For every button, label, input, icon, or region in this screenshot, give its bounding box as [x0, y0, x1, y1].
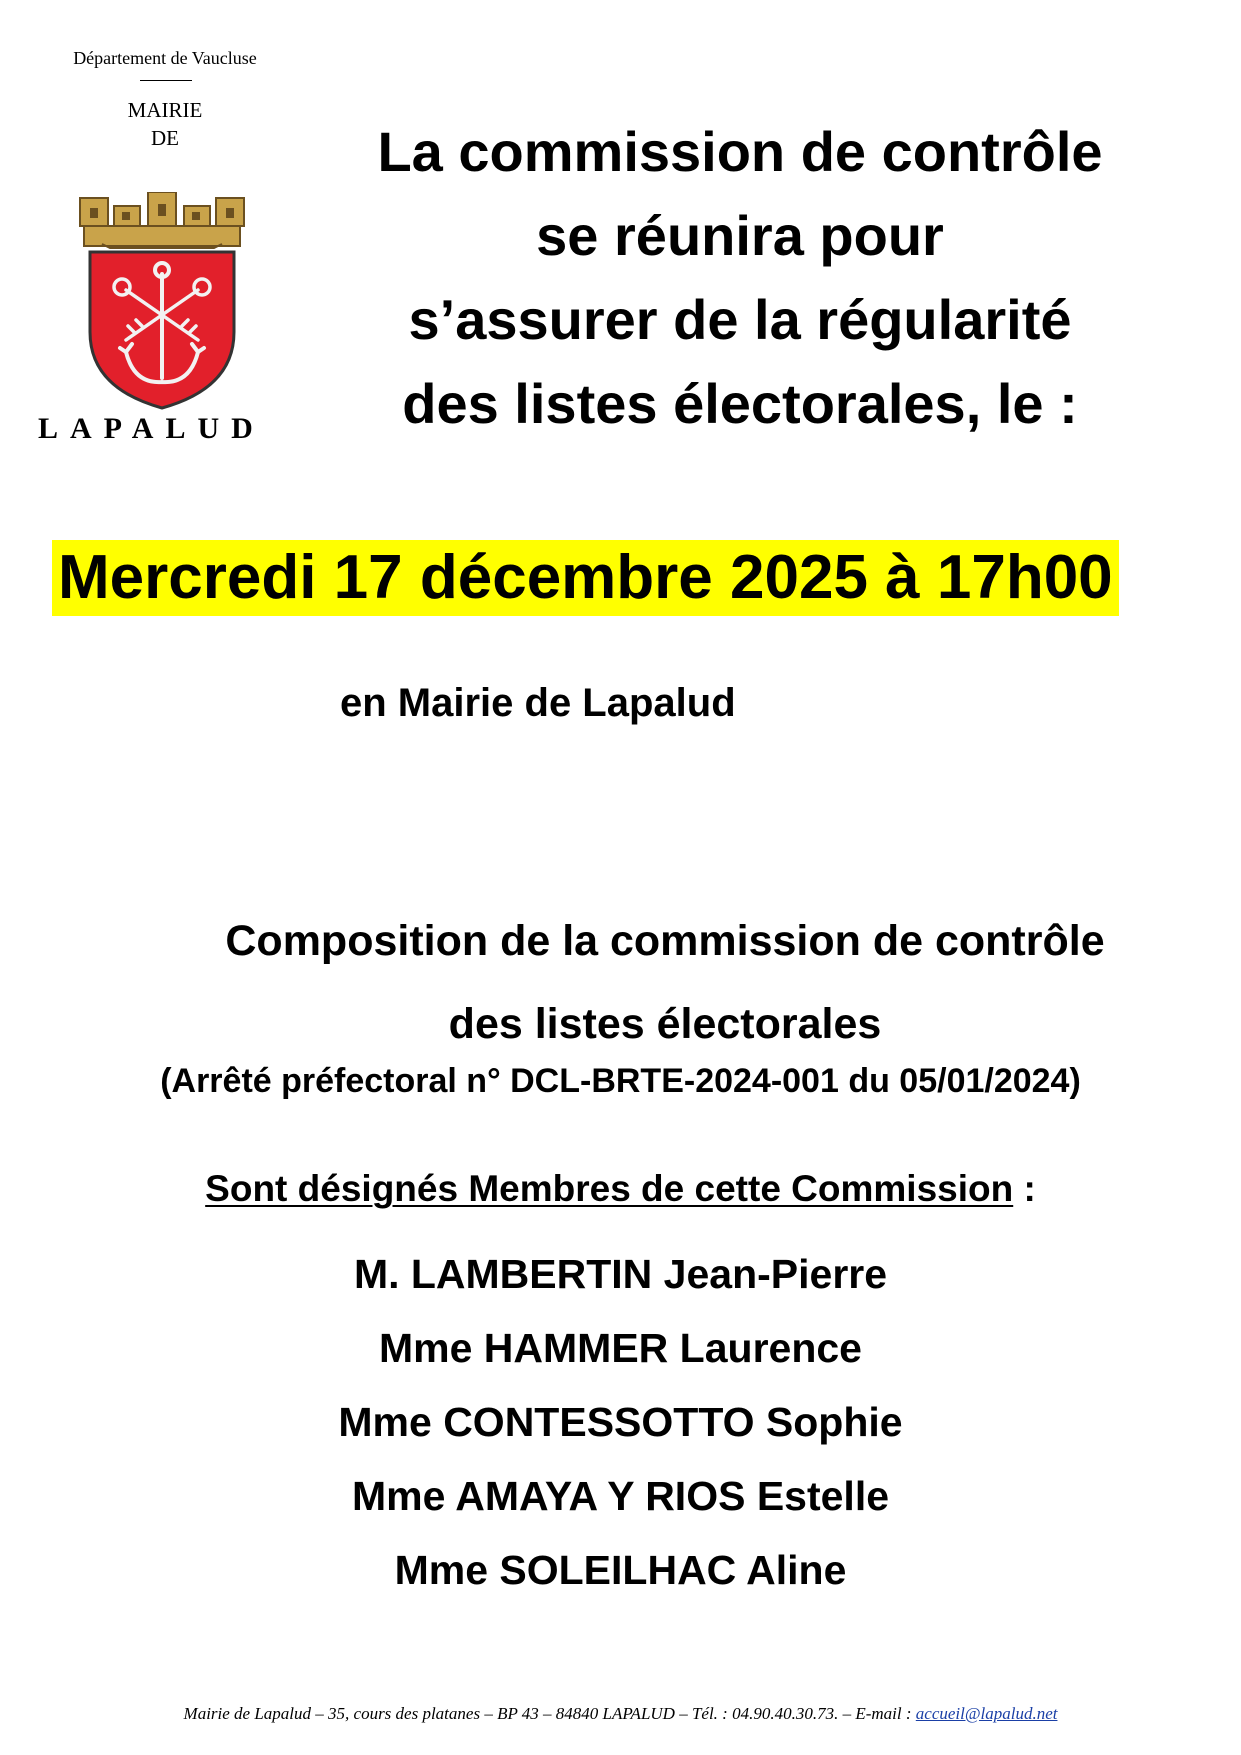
coat-of-arms-icon — [74, 192, 250, 412]
mairie-line-1: MAIRIE — [127, 98, 203, 122]
arrete-reference: (Arrêté préfectoral n° DCL-BRTE-2024-001 du 05/01/2024) — [160, 1062, 1081, 1100]
member-item: Mme CONTESSOTTO Sophie — [338, 1399, 903, 1445]
headline — [280, 110, 1200, 446]
composition-title-line-1: Composition de la commission de contrôle — [225, 917, 1105, 965]
footer-email-link[interactable]: accueil@lapalud.net — [915, 1704, 1058, 1723]
members-list — [0, 1237, 1241, 1607]
member-item: M. LAMBERTIN Jean-Pierre — [353, 1251, 888, 1297]
footer-address: Mairie de Lapalud – 35, cours des platanes – BP 43 – 84840 LAPALUD – Tél. : 04.90.40.30.73. – E-mail : — [183, 1704, 916, 1723]
footer — [0, 1704, 1241, 1724]
members-heading — [0, 1168, 1241, 1210]
headline-line: des listes électorales, le : — [402, 372, 1078, 435]
meeting-date-banner: Mercredi 17 décembre 2025 à 17h00 — [52, 540, 1119, 616]
member-item: Mme HAMMER Laurence — [379, 1325, 862, 1371]
mairie-line-2: DE — [151, 126, 179, 150]
meeting-location: en Mairie de Lapalud — [340, 681, 736, 725]
mairie-label — [90, 96, 240, 152]
composition-title — [100, 900, 1230, 1066]
members-heading-text: Sont désignés Membres de cette Commission — [205, 1168, 1014, 1209]
member-item: Mme SOLEILHAC Aline — [394, 1547, 847, 1593]
members-heading-colon: : — [1013, 1168, 1036, 1209]
composition-title-line-2: des listes électorales — [448, 1000, 882, 1048]
letterhead-divider — [140, 80, 192, 81]
member-item: Mme AMAYA Y RIOS Estelle — [351, 1473, 890, 1519]
town-name: LAPALUD — [38, 412, 265, 445]
headline-line: s’assurer de la régularité — [408, 288, 1072, 351]
department-label: Département de Vaucluse — [73, 48, 257, 68]
headline-line: La commission de contrôle — [377, 120, 1103, 183]
headline-line: se réunira pour — [536, 204, 944, 267]
